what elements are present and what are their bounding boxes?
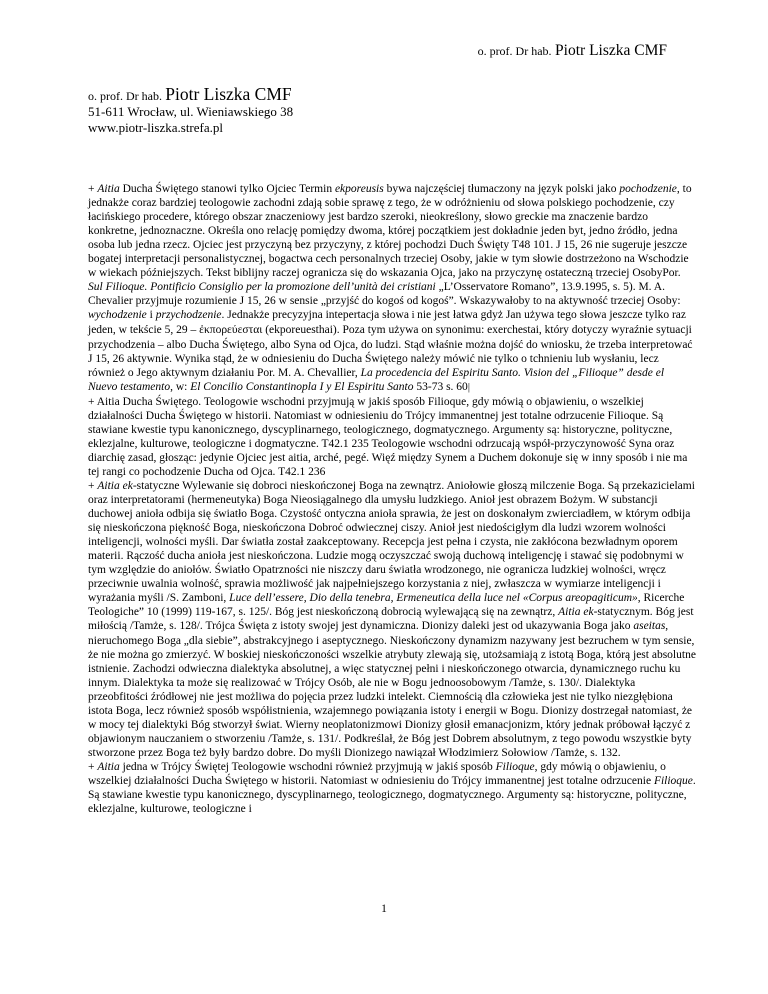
paragraph-aitia-ekstatyczne: + Aitia ek-statyczne Wylewanie się dobroci nieskończonej Boga na zewnątrz. Aniołowie głoszą milczenie Boga. Są przekazicielami oraz interpretatorami (hermeneutyka) Boga Nieosiągalnego dla umysłu ludzkiego. Anioł jest obrazem Bożym. W substancji duchowej anioła odbija się światło Boga. Czystość ontyczna anioła sprawia, że jest on doskonałym zwierciadłem, w którym odbija się nieskończona piękność Boga, nieskończona Dobroć odwiecznej ciszy. Anioł jest niedościgłym dla ludzi wzorem wolności inteligencji, wolności myśli. Dar światła został zaakceptowany. Recepcja jest pełna i czysta, nie zakłócona bezwładnym oporem materii. Rączość ducha anioła jest nieskończona. Ludzie mogą oczyszczać swoją duchową inteligencję i stawać się podobnymi w tym względzie do aniołów. Światło Opatrzności nie niszczy daru światła wrodzonego, nie ogranicza ludzkiej wolności, wręcz przeciwnie uwalnia wolność, sprawia możliwość jak najpełniejszego korzystania z niej, zwłaszcza w wymiarze inteligencji i wyrażania myśli /S. Zamboni, Luce dell’essere, Dio della tenebra, Ermeneutica della luce nel «Corpus areopagiticum», Ricerche Teologiche” 10 (1999) 119-167, s. 125/. Bóg jest nieskończoną dobrocią wylewającą się na zewnątrz, Aitia ek-statycznym. Bóg jest miłością /Tamże, s. 128/. Trójca Święta z istoty swojej jest dynamiczna. Dionizy daleki jest od ukazywania Boga jako aseitas, nieruchomego Boga „dla siebie”, abstrakcyjnego i aseptycznego. Nieskończony dynamizm nazywany jest bezruchem w tym sensie, że nie można go zmierzyć. W boskiej nieskończoności wszelkie atrybuty zlewają się, utożsamiają z istotą Boga, którą jest absolutne istnienie. Zachodzi odwieczna dialektyka absolutnej, a więc statycznej pełni i nieskończonego otwarcia, dynamicznego ruchu ku innym. Dialektyka ta może się realizować w Trójcy Osób, ale nie w Bogu jednoosobowym /Tamże, s. 130/. Dialektyka przeobfitości źródłowej nie jest możliwa do pojęcia przez ludzki intelekt. Ciemnością dla człowieka jest nie tylko niezgłębiona istota Boga, lecz również sposób współistnienia, wzajemnego powiązania istoty i energii w Bogu. Dionizy dostrzegał natomiast, że w mocy tej dialektyki Bóg stworzył świat. Wierny neoplatonizmowi Dionizy głosił emanacjonizm, który jednak próbował łączyć z objawionym nauczaniem o stworzeniu /Tamże, s. 131/. Podkreślał, że Bóg jest Dobrem absolutnym, z tego powodu wszystkie byty stworzone przez Boga też były bardzo dobre. Do myśli Dionizego nawiązał Włodzimierz Sołowiow /Tamże, s. 132. [88,479,696,759]
author-block [88,86,293,136]
author-title-line [88,86,293,104]
paragraph-aitia-teologowie: + Aitia Ducha Świętego. Teologowie wschodni przyjmują w jakiś sposób Filioque, gdy mówią o objawieniu, o wszelkiej działalności Ducha Świętego w historii. Natomiast w odniesieniu do Trójcy immanentnej jest totalne odrzucenie Filioque. Są stawiane kwestie typu kanonicznego, dyscyplinarnego, teologicznego, dogmatycznego. Argumenty są: historyczne, polityczne, eklezjalne, kulturowe, teologiczne i dogmatyczne. T42.1 235 Teologowie wschodni odrzucają współ-przyczynowość Syna oraz diarchię zasad, głosząc: jedynie Ojciec jest aitia, arché, pegé. Więź między Synem a Duchem dokonuje się w inny sposób i nie ma tej rangi co pochodzenie Ducha od Ojca. T42.1 236 [88,395,688,478]
author-address: 51-611 Wrocław, ul. Wieniawskiego 38 [88,104,294,119]
author-website: www.piotr-liszka.strefa.pl [88,120,223,135]
header-title-prefix: o. prof. Dr hab. [477,44,552,58]
header-author-name: Piotr Liszka CMF [555,42,667,59]
author-name: Piotr Liszka CMF [165,84,292,104]
paragraph-aitia-ojciec: + Aitia Ducha Świętego stanowi tylko Ojciec Termin ekporeusis bywa najczęściej tłumaczony na język polski jako pochodzenie, to jednakże coraz bardziej teologowie zachodni zdają sobie sprawę z tego, że w odróżnieniu od słowa polskiego pochodzenie, czy łacińskiego procedere, którego obszar znaczeniowy jest bardzo szeroki, nieokreślony, słowo greckie ma znaczenie bardzo konkretne, jednoznaczne. Określa ono relację pomiędzy dwoma, której początkiem jest dokładnie jeden byt, jedno źródło, jedna osoba lub jedna rzecz. Ojciec jest przyczyną bez przyczyny, z której pochodzi Duch Święty T48 101. J 15, 26 nie sugeruje jeszcze bogatej interpretacji personalistycznej, bogactwa cech personalnych trzeciej Osoby, jakie w tym słowie dostrzeżono na Wschodzie w wiekach późniejszych. Tekst biblijny raczej ogranicza się do wskazania Ojca, jako na przyczynę ostateczną trzeciej OsobyPor. Sul Filioque. Pontificio Consiglio per la promozione dell’unità dei cristiani „L’Osservatore Romano”, 13.9.1995, s. 5). M. A. Chevalier przyjmuje rozumienie J 15, 26 w sensie „przyjść do kogoś od kogoś”. Wskazywałoby to na aktywność trzeciej Osoby: wychodzenie i przychodzenie. Jednakże precyzyjna intepertacja słowa i nie jest łatwa gdyż Jan używa tego słowa jeszcze tylko raz jeden, w tekście 5, 29 – ἐκπορεύεσται (ekporeuesthai). Poza tym używa on synonimu: exerchestai, który dotyczy wyraźnie sytuacji przychodzenia – albo Ducha Świętego, albo Syna od Ojca, do ludzi. Stąd właśnie można dojść do wniosku, że trzeba interpretować J 15, 26 aktywnie. Wynika stąd, że w odniesieniu do Ducha Świętego należy mówić nie tylko o tchnieniu lub wysłaniu, lecz również o Jego aktywnym działaniu Por. M. A. Chevallier, La procedencia del Espiritu Santo. Vision del „Filioque” desde el Nuevo testamento, w: El Concilio Constantinopla I y El Espiritu Santo 53-73 s. 60| [88,183,693,393]
paragraph-aitia-jedna: + Aitia jedna w Trójcy Świętej Teologowie wschodni również przyjmują w jakiś sposób Filioque, gdy mówią o objawieniu, o wszelkiej działalności Ducha Świętego w historii. Natomiast w odniesieniu do Trójcy immanentnej jest totalne odrzucenie Filioque. Są stawiane kwestie typu kanonicznego, dyscyplinarnego, teologicznego, dogmatycznego. Argumenty są: historyczne, polityczne, eklezjalne, kulturowe, teologiczne i [88,760,696,816]
author-title-prefix: o. prof. Dr hab. [88,89,162,103]
running-header [478,42,667,60]
body-text [88,182,696,816]
page-number: 1 [381,903,387,915]
